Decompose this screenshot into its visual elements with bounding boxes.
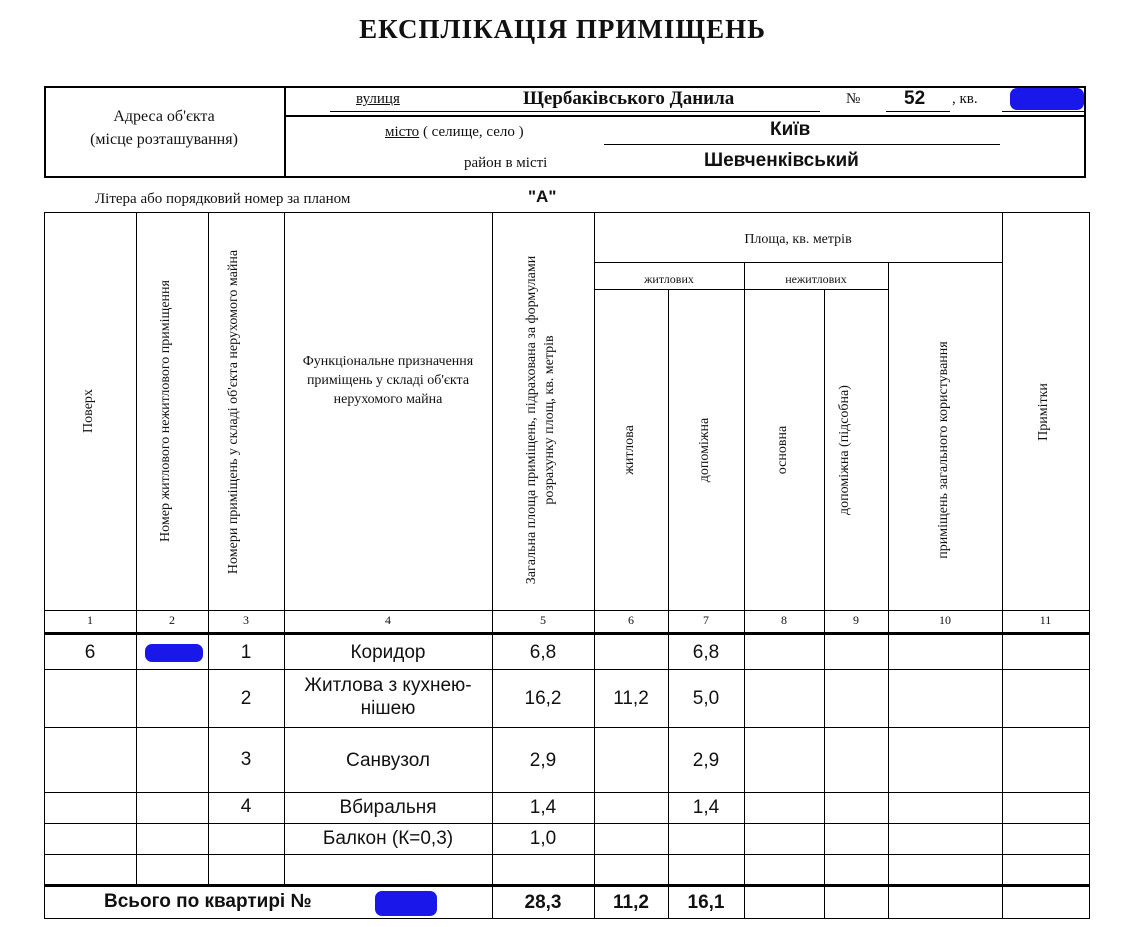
- cell-aux: 6,8: [692, 642, 720, 663]
- row1-bottom: [44, 669, 1090, 670]
- cell-total: 2,9: [529, 750, 557, 771]
- col-border-5: [594, 212, 595, 919]
- apartment-label: , кв.: [952, 91, 978, 107]
- col-number: 8: [781, 613, 787, 627]
- cell-room: 3: [240, 749, 252, 770]
- city-label-rest: ( селище, село ): [422, 124, 524, 140]
- col-numbers-top: [44, 610, 1090, 611]
- col-border-8: [824, 289, 825, 919]
- total-top-border: [44, 884, 1090, 887]
- number-label: №: [846, 91, 861, 107]
- header-residential: житлових: [644, 272, 694, 286]
- col-number: 2: [169, 613, 175, 627]
- header-room-numbers: Номери приміщень у складі об'єкта нерухомого майна: [226, 249, 241, 575]
- litera-label: Літера або порядковий номер за планом: [95, 191, 351, 207]
- total-living-value: 11,2: [613, 892, 649, 913]
- cell-purpose: Санвузол: [346, 750, 430, 771]
- col-border-10: [1002, 212, 1003, 919]
- col-border-6: [668, 289, 669, 919]
- address-label: [46, 105, 282, 151]
- row2-bottom: [44, 727, 1090, 728]
- total-area-value: 28,3: [524, 892, 562, 913]
- apartment-underline: [1002, 111, 1084, 112]
- cell-aux: 5,0: [692, 688, 720, 709]
- header-bottom-border: [44, 632, 1090, 635]
- number-underline: [886, 111, 950, 112]
- header-apartment-number: Номер житлового нежитлового приміщення: [158, 280, 173, 542]
- litera-value: "А": [528, 187, 557, 206]
- header-floor: Поверх: [81, 389, 96, 433]
- col-border-0: [44, 212, 45, 919]
- row4-bottom: [44, 823, 1090, 824]
- total-aux-value: 16,1: [687, 892, 725, 913]
- col-number: 4: [385, 613, 391, 627]
- col-border-3: [284, 212, 285, 884]
- cell-total: 1,4: [529, 797, 557, 818]
- header-auxiliary-utility: допоміжна (підсобна): [837, 385, 852, 515]
- total-apartment-redaction: [375, 891, 437, 916]
- cell-purpose: Коридор: [350, 642, 426, 663]
- col-border-1: [136, 212, 137, 884]
- col-number: 11: [1039, 613, 1052, 627]
- city-label: [385, 124, 524, 141]
- col-border-9: [888, 262, 889, 919]
- header-living-aux: допоміжна: [697, 417, 712, 483]
- city-value: Київ: [770, 119, 811, 140]
- document-title: ЕКСПЛІКАЦІЯ ПРИМІЩЕНЬ: [359, 14, 766, 44]
- header-total-area: Загальна площа приміщень, підрахована за формулами розрахунку площ, кв. метрів: [524, 255, 557, 585]
- city-label-underlined: місто: [385, 124, 420, 140]
- col-number: 7: [703, 613, 709, 627]
- cell-floor: 6: [84, 642, 96, 663]
- header-purpose: Функціональне призначення приміщень у складі об'єкта нерухомого майна: [302, 354, 474, 407]
- district-label: район в місті: [464, 155, 548, 171]
- cell-total: 1,0: [529, 828, 557, 849]
- header-area-group: Площа, кв. метрів: [744, 232, 852, 247]
- col-border-11: [1089, 212, 1090, 919]
- col-border-7: [744, 262, 745, 919]
- cell-purpose: Балкон (К=0,3): [322, 828, 454, 849]
- cell-total: 6,8: [529, 642, 557, 663]
- row3-bottom: [44, 792, 1090, 793]
- city-underline: [604, 144, 1000, 145]
- address-row-divider: [284, 115, 1086, 117]
- col-number: 10: [939, 613, 951, 627]
- street-value: Щербаківського Данила: [523, 88, 735, 109]
- cell-purpose: Житлова з кухнею-нішею: [304, 675, 472, 719]
- header-common-use: приміщень загального користування: [936, 341, 951, 559]
- col-number: 9: [853, 613, 859, 627]
- cell-room: 4: [240, 796, 252, 817]
- row5-bottom: [44, 854, 1090, 855]
- apartment-number-redaction: [145, 644, 203, 662]
- address-label-line2: (місце розташування): [90, 131, 238, 148]
- header-notes: Примітки: [1036, 383, 1051, 441]
- total-label: Всього по квартирі №: [104, 891, 312, 912]
- col-border-2: [208, 212, 209, 884]
- cell-aux: 2,9: [692, 750, 720, 771]
- district-value: Шевченківський: [704, 150, 859, 171]
- address-label-line1: Адреса об'єкта: [113, 108, 215, 125]
- street-underline: [330, 111, 820, 112]
- subgroup-divider: [594, 289, 888, 290]
- table-top-border: [44, 212, 1090, 213]
- header-nonresidential: нежитлових: [785, 272, 847, 286]
- cell-total: 16,2: [524, 688, 562, 709]
- col-number: 1: [87, 613, 93, 627]
- col-number: 6: [628, 613, 634, 627]
- street-label: вулиця: [356, 91, 400, 107]
- address-divider: [284, 86, 286, 178]
- cell-room: 1: [240, 642, 252, 663]
- col-number: 5: [540, 613, 546, 627]
- header-living: житлова: [622, 425, 637, 475]
- cell-aux: 1,4: [692, 797, 720, 818]
- number-value: 52: [904, 88, 926, 109]
- cell-living: 11,2: [613, 688, 649, 709]
- cell-purpose: Вбиральня: [339, 797, 437, 818]
- header-main: основна: [775, 425, 790, 475]
- col-number: 3: [243, 613, 249, 627]
- cell-room: 2: [240, 688, 252, 709]
- area-group-divider: [594, 262, 1002, 263]
- table-bottom-border: [44, 918, 1090, 919]
- apartment-redaction: [1010, 88, 1084, 110]
